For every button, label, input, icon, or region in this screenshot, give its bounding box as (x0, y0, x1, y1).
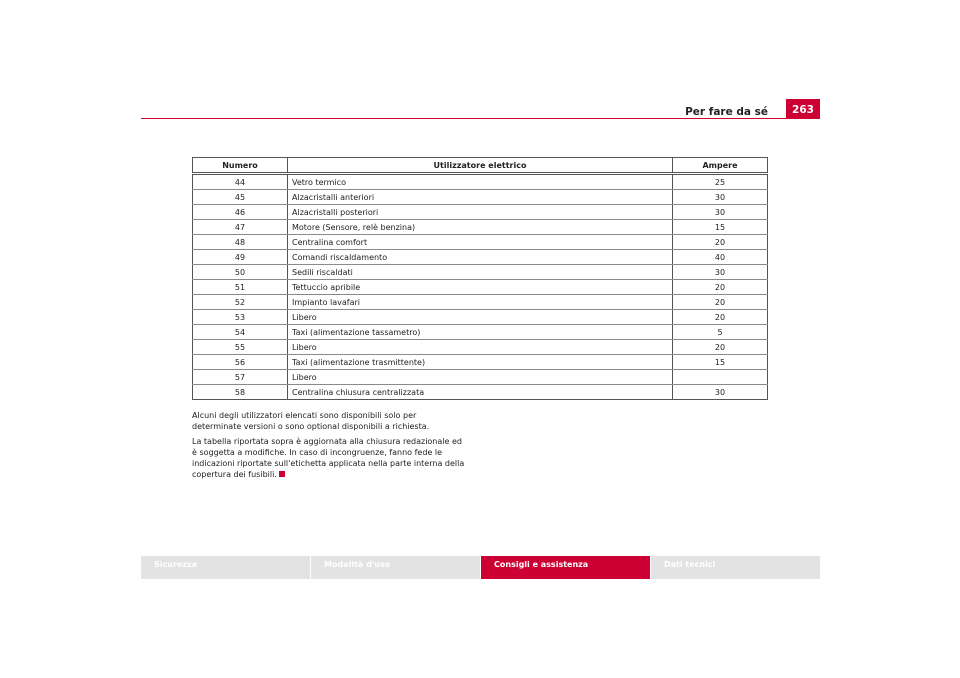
table-row (193, 385, 768, 400)
header-divider (141, 118, 820, 119)
table-row (193, 205, 768, 220)
table-row (193, 250, 768, 265)
footer-tab-sicurezza[interactable]: Sicurezza (141, 556, 310, 579)
fuse-table (192, 157, 768, 400)
cell-ampere: 30 (673, 205, 768, 220)
cell-ampere: 30 (673, 190, 768, 205)
cell-numero: 44 (193, 174, 288, 190)
cell-utilizzatore: Impianto lavafari (288, 295, 673, 310)
cell-numero: 56 (193, 355, 288, 370)
page-number: 263 (786, 99, 820, 119)
cell-ampere: 20 (673, 235, 768, 250)
column-header-ampere: Ampere (673, 158, 768, 174)
cell-utilizzatore: Taxi (alimentazione tassametro) (288, 325, 673, 340)
note-disclaimer (192, 437, 467, 480)
table-row (193, 174, 768, 190)
column-header-numero: Numero (193, 158, 288, 174)
table-body (193, 174, 768, 400)
cell-ampere: 15 (673, 355, 768, 370)
cell-ampere: 20 (673, 310, 768, 325)
cell-numero: 51 (193, 280, 288, 295)
table-header-row (193, 158, 768, 174)
cell-utilizzatore: Sedili riscaldati (288, 265, 673, 280)
table-row (193, 370, 768, 385)
cell-ampere: 20 (673, 280, 768, 295)
cell-ampere: 30 (673, 385, 768, 400)
notes (192, 411, 467, 485)
cell-numero: 55 (193, 340, 288, 355)
footer-nav (141, 556, 820, 579)
cell-utilizzatore: Libero (288, 310, 673, 325)
cell-numero: 49 (193, 250, 288, 265)
table-row (193, 355, 768, 370)
footer-tab-dati-tecnici[interactable]: Dati tecnici (651, 556, 820, 579)
table-row (193, 340, 768, 355)
cell-numero: 47 (193, 220, 288, 235)
cell-ampere (673, 370, 768, 385)
cell-ampere: 5 (673, 325, 768, 340)
cell-utilizzatore: Taxi (alimentazione trasmittente) (288, 355, 673, 370)
cell-ampere: 20 (673, 295, 768, 310)
cell-utilizzatore: Centralina chiusura centralizzata (288, 385, 673, 400)
cell-numero: 45 (193, 190, 288, 205)
cell-ampere: 25 (673, 174, 768, 190)
cell-utilizzatore: Libero (288, 340, 673, 355)
cell-utilizzatore: Alzacristalli anteriori (288, 190, 673, 205)
cell-numero: 57 (193, 370, 288, 385)
cell-numero: 46 (193, 205, 288, 220)
note-disclaimer-text: La tabella riportata sopra è aggiornata alla chiusura redazionale ed è soggetta a modifiche. In caso di incongruenze, fanno fede le indicazioni riportate sull'etichetta applicata nella parte interna della copertura dei fusibili. (192, 437, 465, 479)
cell-numero: 52 (193, 295, 288, 310)
footer-tab-modalit-d-uso[interactable]: Modalità d'uso (311, 556, 480, 579)
table-row (193, 220, 768, 235)
cell-utilizzatore: Comandi riscaldamento (288, 250, 673, 265)
table-row (193, 190, 768, 205)
end-of-section-icon (279, 471, 285, 477)
cell-ampere: 20 (673, 340, 768, 355)
cell-numero: 58 (193, 385, 288, 400)
section-title: Per fare da sé (685, 106, 768, 118)
cell-utilizzatore: Motore (Sensore, relè benzina) (288, 220, 673, 235)
footer-tab-consigli-e-assistenza[interactable]: Consigli e assistenza (481, 556, 650, 579)
cell-numero: 50 (193, 265, 288, 280)
cell-ampere: 30 (673, 265, 768, 280)
cell-utilizzatore: Tettuccio apribile (288, 280, 673, 295)
table-row (193, 280, 768, 295)
cell-utilizzatore: Centralina comfort (288, 235, 673, 250)
table-row (193, 310, 768, 325)
cell-ampere: 15 (673, 220, 768, 235)
table-row (193, 265, 768, 280)
note-availability: Alcuni degli utilizzatori elencati sono disponibili solo per determinate versioni o sono optional disponibili a richiesta. (192, 411, 430, 431)
column-header-utilizzatore: Utilizzatore elettrico (288, 158, 673, 174)
cell-numero: 53 (193, 310, 288, 325)
cell-utilizzatore: Vetro termico (288, 174, 673, 190)
table-row (193, 235, 768, 250)
cell-utilizzatore: Alzacristalli posteriori (288, 205, 673, 220)
table-row (193, 325, 768, 340)
cell-utilizzatore: Libero (288, 370, 673, 385)
cell-numero: 48 (193, 235, 288, 250)
table-row (193, 295, 768, 310)
cell-numero: 54 (193, 325, 288, 340)
cell-ampere: 40 (673, 250, 768, 265)
